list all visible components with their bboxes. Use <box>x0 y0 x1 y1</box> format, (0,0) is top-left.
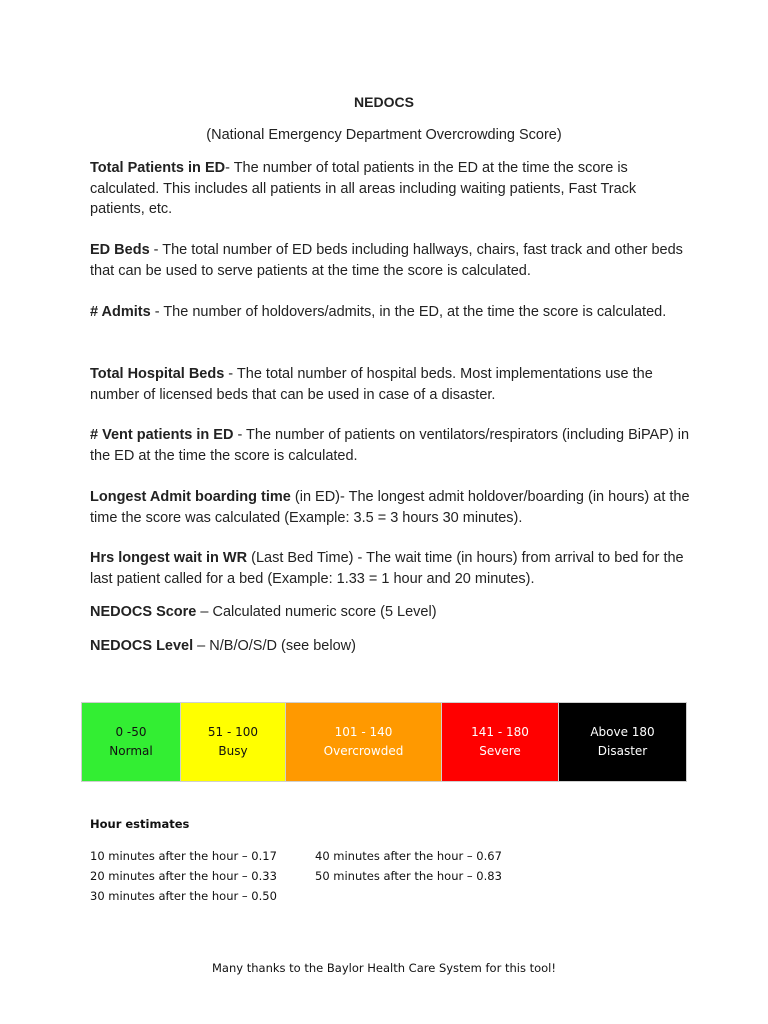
level-label: Disaster <box>597 744 648 758</box>
definition-nedocs-level <box>90 636 690 657</box>
definition-total-patients <box>90 158 690 220</box>
definition-text: – Calculated numeric score (5 Level) <box>196 604 437 620</box>
level-range: 101 - 140 <box>334 725 393 739</box>
definition-term: Longest Admit boarding time <box>90 489 291 505</box>
hour-estimate-item: 20 minutes after the hour – 0.33 <box>90 869 277 883</box>
page-title: NEDOCS <box>354 94 414 110</box>
definition-term: NEDOCS Level <box>90 638 194 654</box>
definition-vent-patients <box>90 425 690 466</box>
hour-estimate-item: 40 minutes after the hour – 0.67 <box>315 849 502 863</box>
level-range: 0 -50 <box>115 725 147 739</box>
page-subtitle: (National Emergency Department Overcrowding Score) <box>206 127 562 143</box>
level-overcrowded <box>286 703 442 781</box>
definition-term: NEDOCS Score <box>90 604 197 620</box>
definition-admits <box>90 302 690 323</box>
definition-term: # Vent patients in ED <box>90 427 234 443</box>
definition-term: ED Beds <box>90 242 150 258</box>
definition-term: Hrs longest wait in WR <box>90 550 248 566</box>
level-label: Normal <box>109 744 153 758</box>
level-range: Above 180 <box>590 725 655 739</box>
level-disaster <box>559 703 686 781</box>
definition-text: (in ED)- The longest admit holdover/boarding (in hours) at the time the score was calculated (Example: 3.5 = 3 hours 30 minutes). <box>90 489 690 526</box>
level-label: Severe <box>479 744 521 758</box>
definition-nedocs-score <box>90 602 690 623</box>
definition-term: Total Hospital Beds <box>90 366 225 382</box>
level-normal <box>82 703 181 781</box>
level-label: Busy <box>218 744 248 758</box>
level-label: Overcrowded <box>323 744 404 758</box>
definition-ed-beds <box>90 240 690 281</box>
definition-total-hospital-beds <box>90 364 690 405</box>
definition-text: - The total number of ED beds including hallways, chairs, fast track and other beds that can be used to serve patients at the time the score is calculated. <box>90 242 683 279</box>
definition-text: - The total number of hospital beds. Most implementations use the number of licensed beds that can be used in case of a disaster. <box>90 366 653 403</box>
footer-thanks: Many thanks to the Baylor Health Care System for this tool! <box>212 961 556 975</box>
hour-estimate-item: 30 minutes after the hour – 0.50 <box>90 889 277 903</box>
hour-estimates-column-1 <box>90 846 277 906</box>
definition-longest-admit <box>90 487 690 528</box>
definition-text: – N/B/O/S/D (see below) <box>193 638 356 654</box>
definition-term: # Admits <box>90 304 151 320</box>
level-busy <box>181 703 286 781</box>
hour-estimates-title: Hour estimates <box>90 817 190 831</box>
hour-estimate-item: 50 minutes after the hour – 0.83 <box>315 869 502 883</box>
definition-text: - The number of total patients in the ED at the time the score is calculated. This includes all patients in all areas including waiting patients, Fast Track patients, etc. <box>90 160 637 217</box>
definition-longest-wait <box>90 548 690 589</box>
hour-estimate-item: 10 minutes after the hour – 0.17 <box>90 849 277 863</box>
definition-text: (Last Bed Time) - The wait time (in hours) from arrival to bed for the last patient called for a bed (Example: 1.33 = 1 hour and 20 minutes). <box>90 550 684 587</box>
definition-term: Total Patients in ED <box>90 160 226 176</box>
nedocs-level-scale <box>81 702 687 782</box>
level-range: 141 - 180 <box>471 725 529 739</box>
definition-text: - The number of holdovers/admits, in the ED, at the time the score is calculated. <box>150 304 667 320</box>
hour-estimates-column-2 <box>315 846 502 886</box>
level-severe <box>442 703 559 781</box>
level-range: 51 - 100 <box>207 725 259 739</box>
definition-text: - The number of patients on ventilators/respirators (including BiPAP) in the ED at the time the score is calculated. <box>90 427 690 464</box>
